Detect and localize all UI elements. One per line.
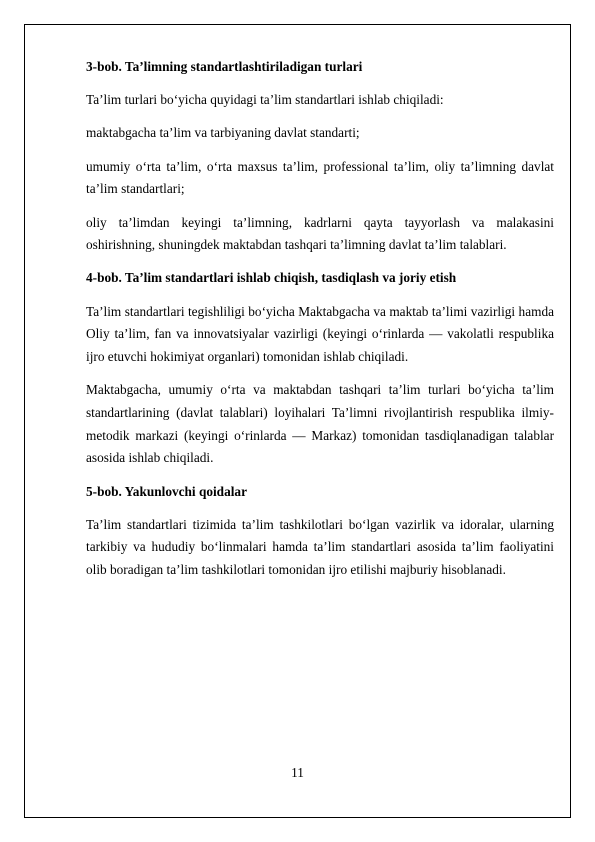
developers-paragraph: Ta’lim standartlari tegishliligi bo‘yicha Maktabgacha va maktab ta’limi vazirligi hamda Oliy ta’lim, fan va innovatsiyalar vazirligi (keyingi o‘rinlarda — vakolatli respublika ijro etuvchi hokimiyat organlari) tomonidan ishlab chiqiladi. [86,303,554,365]
preschool-standard-paragraph: maktabgacha ta’lim va tarbiyaning davlat standarti; [86,125,360,141]
requirements-paragraph: Maktabgacha, umumiy o‘rta va maktabdan tashqari ta’lim turlari bo‘yicha ta’lim standartlarining (davlat talablari) loyihalari Ta’limni rivojlantirish respublika ilmiy-metodik markazi (keyingi o‘rinlarda — Markaz) tomonidan tasdiqlanadigan talablar asosida ishlab chiqiladi. [86,382,554,466]
chapter-5-heading: 5-bob. Yakunlovchi qoidalar [86,483,247,499]
general-standards-paragraph: umumiy o‘rta ta’lim, o‘rta maxsus ta’lim, professional ta’lim, oliy ta’limning davlat ta’lim standartlari; [86,158,554,197]
chapter-3-heading: 3-bob. Ta’limning standartlashtiriladigan turlari [86,59,363,74]
chapter-4-heading: 4-bob. Ta’lim standartlari ishlab chiqish, tasdiqlash va joriy etish [86,270,457,286]
postgraduate-requirements-paragraph: oliy ta’limdan keyingi ta’limning, kadrlarni qayta tayyorlash va malakasini oshirishning, shuningdek maktabdan tashqari ta’limning davlat ta’lim talablari. [86,214,554,253]
intro-paragraph: Ta’lim turlari bo‘yicha quyidagi ta’lim standartlari ishlab chiqiladi: [86,92,444,108]
final-provisions-paragraph: Ta’lim standartlari tizimida ta’lim tashkilotlari bo‘lgan vazirlik va idoralar, ularning tarkibiy va hududiy bo‘linmalari hamda ta’lim standartlari asosida ta’lim faoliyatini olib boradigan ta’lim tashkilotlari tomonidan ijro etilishi majburiy hisoblanadi. [86,516,554,578]
page-number: 11 [291,765,304,780]
document-body [86,56,554,592]
